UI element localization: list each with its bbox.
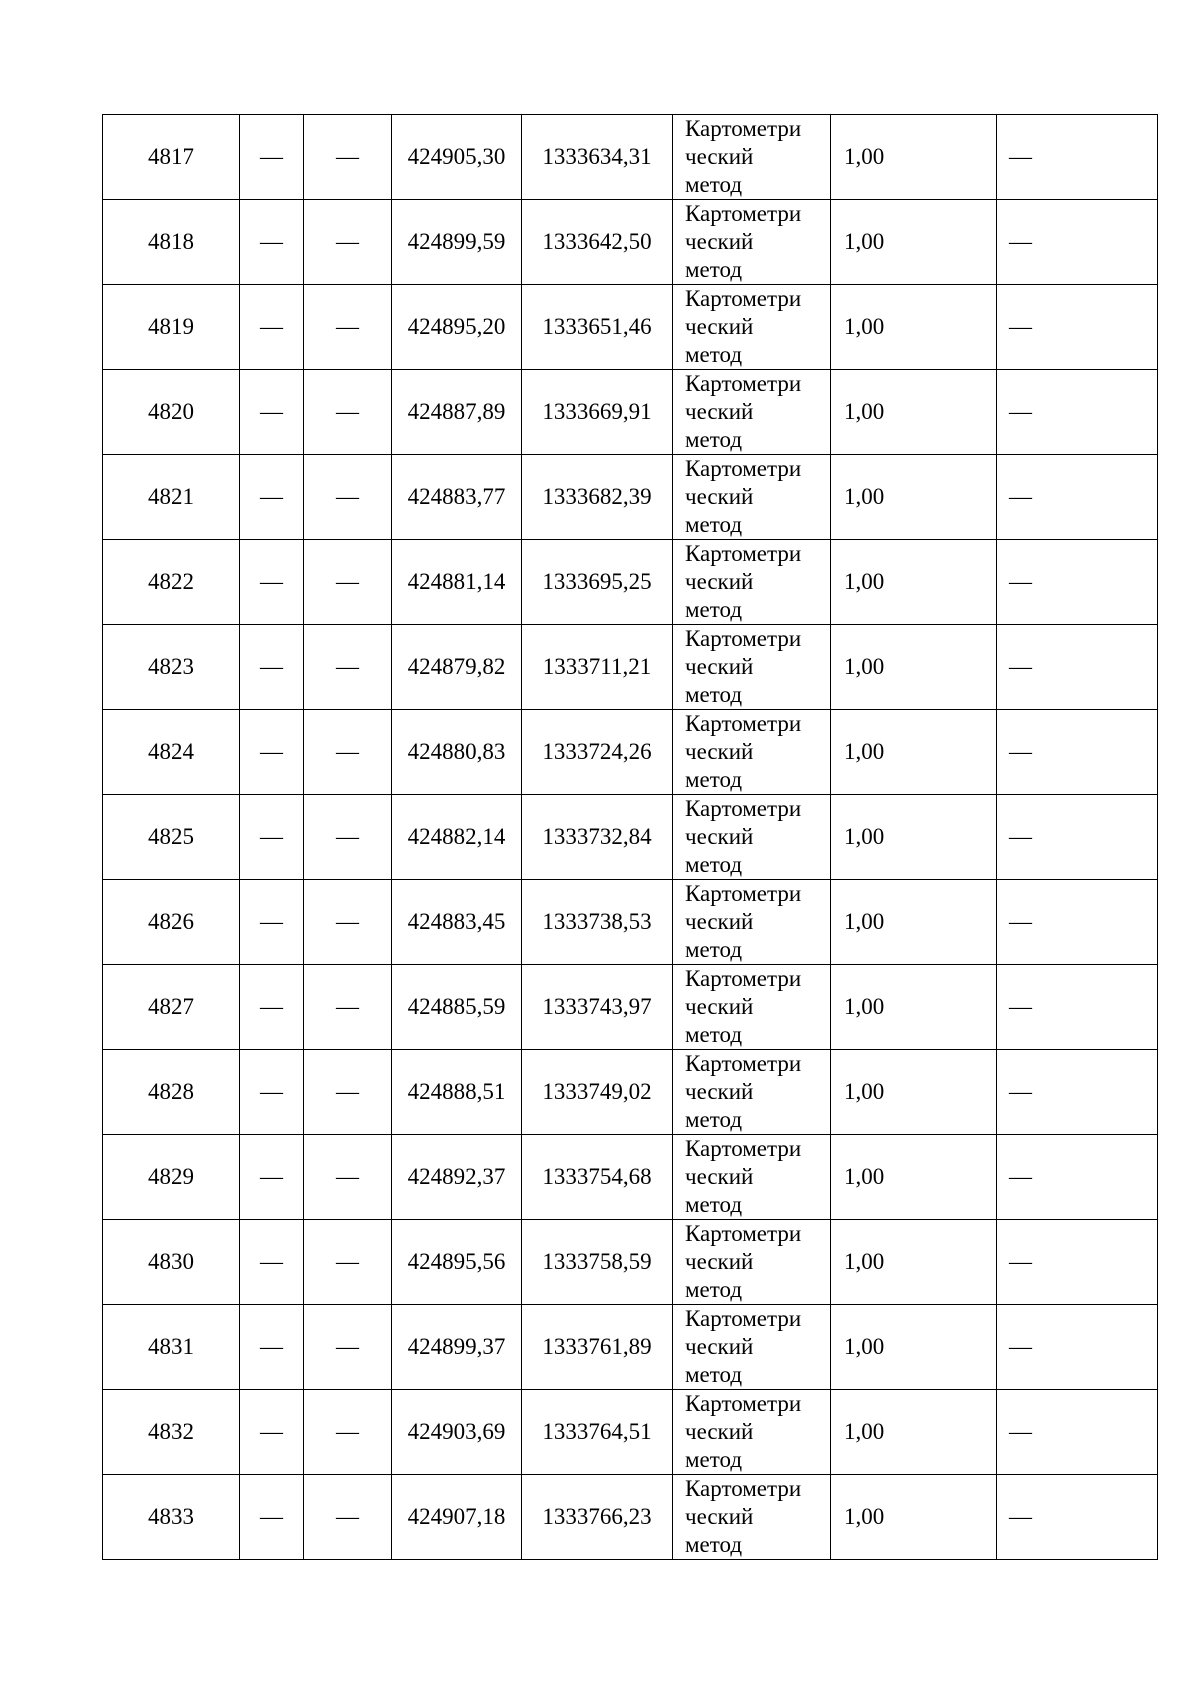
accuracy-cell: 1,00	[831, 540, 997, 625]
accuracy-cell: 1,00	[831, 1305, 997, 1390]
method-text-line: метод	[685, 1192, 743, 1217]
method-text-line: Картометри	[685, 966, 802, 991]
dash-cell: —	[304, 1050, 392, 1135]
dash-cell: —	[240, 540, 304, 625]
method-cell	[673, 1390, 831, 1475]
x-coordinate-cell: 424885,59	[392, 965, 522, 1050]
method-text-line: Картометри	[685, 1391, 802, 1416]
method-cell	[673, 625, 831, 710]
note-dash-cell: —	[997, 455, 1158, 540]
dash-cell: —	[304, 455, 392, 540]
method-text-line: Картометри	[685, 1221, 802, 1246]
table-row	[103, 115, 1158, 200]
dash-cell: —	[240, 1050, 304, 1135]
method-text-line: ческий	[685, 1504, 754, 1529]
note-dash-cell: —	[997, 880, 1158, 965]
point-number-cell: 4818	[103, 200, 240, 285]
point-number-cell: 4819	[103, 285, 240, 370]
method-text-line: метод	[685, 1362, 743, 1387]
dash-cell: —	[240, 1390, 304, 1475]
method-text-line: метод	[685, 172, 743, 197]
x-coordinate-cell: 424899,59	[392, 200, 522, 285]
dash-cell: —	[304, 115, 392, 200]
method-text-line: метод	[685, 767, 743, 792]
table-row	[103, 370, 1158, 455]
method-text-line: Картометри	[685, 201, 802, 226]
x-coordinate-cell: 424880,83	[392, 710, 522, 795]
y-coordinate-cell: 1333749,02	[522, 1050, 673, 1135]
dash-cell: —	[304, 625, 392, 710]
table-row	[103, 965, 1158, 1050]
method-text-line: ческий	[685, 399, 754, 424]
x-coordinate-cell: 424888,51	[392, 1050, 522, 1135]
method-cell	[673, 1050, 831, 1135]
x-coordinate-cell: 424887,89	[392, 370, 522, 455]
dash-cell: —	[240, 115, 304, 200]
point-number-cell: 4827	[103, 965, 240, 1050]
method-text-line: ческий	[685, 909, 754, 934]
method-text-line: Картометри	[685, 796, 802, 821]
method-text-line: метод	[685, 512, 743, 537]
method-text-line: ческий	[685, 314, 754, 339]
method-text-line: Картометри	[685, 541, 802, 566]
method-text-line: Картометри	[685, 1476, 802, 1501]
dash-cell: —	[304, 200, 392, 285]
point-number-cell: 4833	[103, 1475, 240, 1560]
dash-cell: —	[240, 710, 304, 795]
method-text-line: ческий	[685, 654, 754, 679]
dash-cell: —	[240, 370, 304, 455]
dash-cell: —	[240, 880, 304, 965]
x-coordinate-cell: 424883,45	[392, 880, 522, 965]
table-body	[103, 115, 1158, 1560]
point-number-cell: 4821	[103, 455, 240, 540]
y-coordinate-cell: 1333754,68	[522, 1135, 673, 1220]
method-cell	[673, 370, 831, 455]
note-dash-cell: —	[997, 1135, 1158, 1220]
y-coordinate-cell: 1333724,26	[522, 710, 673, 795]
dash-cell: —	[304, 1305, 392, 1390]
note-dash-cell: —	[997, 540, 1158, 625]
method-cell	[673, 795, 831, 880]
method-text-line: Картометри	[685, 1306, 802, 1331]
method-text-line: ческий	[685, 994, 754, 1019]
table-row	[103, 1050, 1158, 1135]
dash-cell: —	[304, 370, 392, 455]
method-text-line: ческий	[685, 144, 754, 169]
point-number-cell: 4832	[103, 1390, 240, 1475]
method-cell	[673, 1135, 831, 1220]
method-text-line: Картометри	[685, 1051, 802, 1076]
point-number-cell: 4820	[103, 370, 240, 455]
point-number-cell: 4822	[103, 540, 240, 625]
note-dash-cell: —	[997, 710, 1158, 795]
point-number-cell: 4826	[103, 880, 240, 965]
accuracy-cell: 1,00	[831, 285, 997, 370]
method-text-line: ческий	[685, 1334, 754, 1359]
dash-cell: —	[304, 1390, 392, 1475]
dash-cell: —	[240, 1475, 304, 1560]
y-coordinate-cell: 1333766,23	[522, 1475, 673, 1560]
method-text-line: Картометри	[685, 371, 802, 396]
point-number-cell: 4828	[103, 1050, 240, 1135]
note-dash-cell: —	[997, 200, 1158, 285]
table-row	[103, 455, 1158, 540]
method-text-line: ческий	[685, 1419, 754, 1444]
accuracy-cell: 1,00	[831, 200, 997, 285]
dash-cell: —	[304, 1475, 392, 1560]
method-text-line: Картометри	[685, 1136, 802, 1161]
method-text-line: ческий	[685, 484, 754, 509]
note-dash-cell: —	[997, 625, 1158, 710]
method-cell	[673, 1305, 831, 1390]
accuracy-cell: 1,00	[831, 1135, 997, 1220]
method-text-line: ческий	[685, 569, 754, 594]
dash-cell: —	[240, 1220, 304, 1305]
note-dash-cell: —	[997, 795, 1158, 880]
accuracy-cell: 1,00	[831, 370, 997, 455]
y-coordinate-cell: 1333764,51	[522, 1390, 673, 1475]
table-row	[103, 795, 1158, 880]
y-coordinate-cell: 1333651,46	[522, 285, 673, 370]
x-coordinate-cell: 424882,14	[392, 795, 522, 880]
y-coordinate-cell: 1333669,91	[522, 370, 673, 455]
note-dash-cell: —	[997, 965, 1158, 1050]
table-row	[103, 200, 1158, 285]
accuracy-cell: 1,00	[831, 795, 997, 880]
dash-cell: —	[240, 285, 304, 370]
table-row	[103, 1220, 1158, 1305]
accuracy-cell: 1,00	[831, 880, 997, 965]
method-text-line: метод	[685, 427, 743, 452]
method-text-line: метод	[685, 1447, 743, 1472]
method-text-line: метод	[685, 1532, 743, 1557]
y-coordinate-cell: 1333634,31	[522, 115, 673, 200]
x-coordinate-cell: 424881,14	[392, 540, 522, 625]
table-row	[103, 1135, 1158, 1220]
table-row	[103, 625, 1158, 710]
method-text-line: ческий	[685, 1079, 754, 1104]
dash-cell: —	[304, 965, 392, 1050]
dash-cell: —	[240, 625, 304, 710]
method-text-line: ческий	[685, 739, 754, 764]
x-coordinate-cell: 424899,37	[392, 1305, 522, 1390]
y-coordinate-cell: 1333695,25	[522, 540, 673, 625]
method-text-line: метод	[685, 597, 743, 622]
note-dash-cell: —	[997, 1220, 1158, 1305]
accuracy-cell: 1,00	[831, 625, 997, 710]
y-coordinate-cell: 1333758,59	[522, 1220, 673, 1305]
x-coordinate-cell: 424895,56	[392, 1220, 522, 1305]
method-text-line: ческий	[685, 1164, 754, 1189]
method-text-line: ческий	[685, 1249, 754, 1274]
point-number-cell: 4825	[103, 795, 240, 880]
y-coordinate-cell: 1333732,84	[522, 795, 673, 880]
x-coordinate-cell: 424907,18	[392, 1475, 522, 1560]
method-text-line: метод	[685, 682, 743, 707]
method-text-line: ческий	[685, 229, 754, 254]
x-coordinate-cell: 424892,37	[392, 1135, 522, 1220]
point-number-cell: 4823	[103, 625, 240, 710]
dash-cell: —	[304, 1220, 392, 1305]
method-text-line: метод	[685, 257, 743, 282]
dash-cell: —	[304, 795, 392, 880]
accuracy-cell: 1,00	[831, 115, 997, 200]
dash-cell: —	[240, 1135, 304, 1220]
note-dash-cell: —	[997, 115, 1158, 200]
x-coordinate-cell: 424905,30	[392, 115, 522, 200]
point-number-cell: 4829	[103, 1135, 240, 1220]
method-cell	[673, 285, 831, 370]
accuracy-cell: 1,00	[831, 1390, 997, 1475]
y-coordinate-cell: 1333743,97	[522, 965, 673, 1050]
table-row	[103, 880, 1158, 965]
x-coordinate-cell: 424879,82	[392, 625, 522, 710]
note-dash-cell: —	[997, 285, 1158, 370]
method-text-line: метод	[685, 937, 743, 962]
accuracy-cell: 1,00	[831, 1050, 997, 1135]
table-row	[103, 1390, 1158, 1475]
y-coordinate-cell: 1333642,50	[522, 200, 673, 285]
method-text-line: Картометри	[685, 456, 802, 481]
method-cell	[673, 540, 831, 625]
dash-cell: —	[240, 1305, 304, 1390]
dash-cell: —	[240, 965, 304, 1050]
dash-cell: —	[240, 455, 304, 540]
x-coordinate-cell: 424883,77	[392, 455, 522, 540]
dash-cell: —	[304, 710, 392, 795]
dash-cell: —	[304, 880, 392, 965]
note-dash-cell: —	[997, 370, 1158, 455]
point-number-cell: 4831	[103, 1305, 240, 1390]
accuracy-cell: 1,00	[831, 965, 997, 1050]
method-text-line: метод	[685, 342, 743, 367]
dash-cell: —	[304, 285, 392, 370]
table-row	[103, 540, 1158, 625]
method-text-line: ческий	[685, 824, 754, 849]
method-text-line: Картометри	[685, 626, 802, 651]
y-coordinate-cell: 1333761,89	[522, 1305, 673, 1390]
point-number-cell: 4817	[103, 115, 240, 200]
accuracy-cell: 1,00	[831, 710, 997, 795]
method-cell	[673, 115, 831, 200]
method-text-line: Картометри	[685, 711, 802, 736]
method-cell	[673, 1220, 831, 1305]
point-number-cell: 4830	[103, 1220, 240, 1305]
dash-cell: —	[304, 1135, 392, 1220]
method-text-line: метод	[685, 1107, 743, 1132]
table-row	[103, 1305, 1158, 1390]
dash-cell: —	[304, 540, 392, 625]
method-text-line: метод	[685, 1022, 743, 1047]
y-coordinate-cell: 1333682,39	[522, 455, 673, 540]
method-text-line: метод	[685, 1277, 743, 1302]
method-cell	[673, 455, 831, 540]
coordinates-table	[102, 114, 1158, 1560]
method-text-line: Картометри	[685, 881, 802, 906]
method-text-line: Картометри	[685, 286, 802, 311]
x-coordinate-cell: 424903,69	[392, 1390, 522, 1475]
note-dash-cell: —	[997, 1475, 1158, 1560]
accuracy-cell: 1,00	[831, 1475, 997, 1560]
method-text-line: Картометри	[685, 116, 802, 141]
y-coordinate-cell: 1333738,53	[522, 880, 673, 965]
method-cell	[673, 1475, 831, 1560]
point-number-cell: 4824	[103, 710, 240, 795]
method-text-line: метод	[685, 852, 743, 877]
method-cell	[673, 880, 831, 965]
dash-cell: —	[240, 795, 304, 880]
dash-cell: —	[240, 200, 304, 285]
accuracy-cell: 1,00	[831, 1220, 997, 1305]
table-row	[103, 710, 1158, 795]
table-row	[103, 285, 1158, 370]
method-cell	[673, 965, 831, 1050]
accuracy-cell: 1,00	[831, 455, 997, 540]
note-dash-cell: —	[997, 1050, 1158, 1135]
note-dash-cell: —	[997, 1305, 1158, 1390]
x-coordinate-cell: 424895,20	[392, 285, 522, 370]
note-dash-cell: —	[997, 1390, 1158, 1475]
y-coordinate-cell: 1333711,21	[522, 625, 673, 710]
method-cell	[673, 710, 831, 795]
method-cell	[673, 200, 831, 285]
table-row	[103, 1475, 1158, 1560]
